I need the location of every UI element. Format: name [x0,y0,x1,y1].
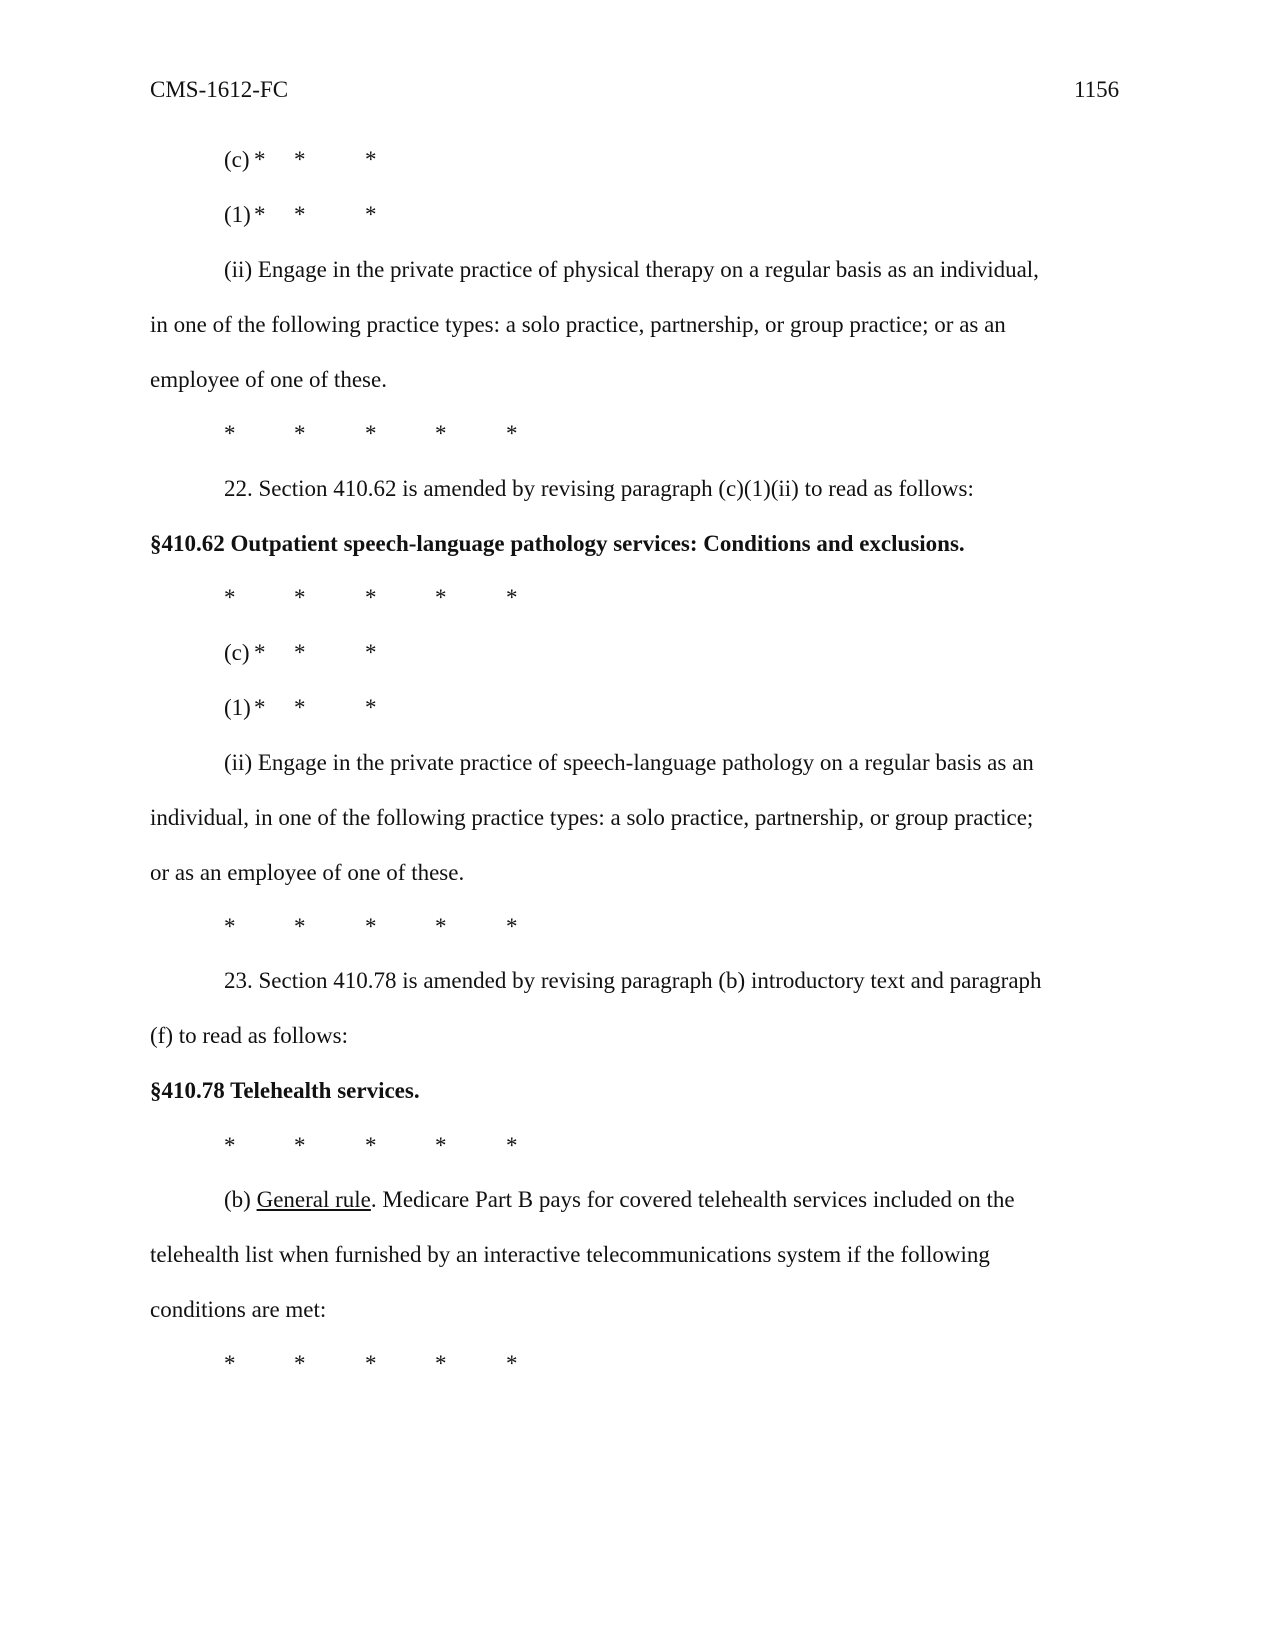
omission-star: * [435,1351,447,1376]
page-number: 1156 [1074,77,1120,102]
omission-star: * [224,421,236,446]
omission-star: * [224,1351,236,1376]
text-line: telehealth list when furnished by an interactive telecommunications system if the following [150,1242,990,1267]
omission-star: * [506,1133,518,1158]
omission-star: * [435,585,447,610]
omission-star: * [365,421,377,446]
paragraph-label: (c) [224,640,250,665]
omission-star: * [365,1351,377,1376]
omission-star: * [365,585,377,610]
amendment-text: 22. Section 410.62 is amended by revising paragraph (c)(1)(ii) to read as follows: [224,476,974,501]
omission-star: * [254,695,266,720]
omission-star: * [224,1133,236,1158]
omission-star: * [294,585,306,610]
omission-star: * [365,914,377,939]
omission-star: * [224,585,236,610]
omission-star: * [506,421,518,446]
paragraph-title: General rule [256,1187,371,1212]
document-id: CMS-1612-FC [150,77,289,102]
omission-star: * [294,1133,306,1158]
omission-star: * [294,914,306,939]
omission-star: * [435,1133,447,1158]
omission-star: * [506,1351,518,1376]
omission-star: * [365,1133,377,1158]
text-line: in one of the following practice types: a solo practice, partnership, or group practice; or as an [150,312,1006,337]
omission-star: * [294,695,306,720]
paragraph-text: . Medicare Part B pays for covered telehealth services included on the [370,1187,1015,1212]
amendment-text: 23. Section 410.78 is amended by revising paragraph (b) introductory text and paragraph [224,968,1042,993]
omission-star: * [506,914,518,939]
omission-star: * [294,1351,306,1376]
omission-star: * [254,640,266,665]
omission-star: * [254,202,266,227]
text-line [224,1188,1015,1211]
omission-star: * [294,147,306,172]
paragraph-label: (1) [224,202,251,227]
omission-star: * [506,585,518,610]
omission-star: * [224,914,236,939]
omission-star: * [435,914,447,939]
omission-star: * [294,421,306,446]
paragraph-label: (c) [224,147,250,172]
text-line: (ii) Engage in the private practice of speech-language pathology on a regular basis as an [224,750,1034,775]
text-line: employee of one of these. [150,367,387,392]
omission-star: * [254,147,266,172]
section-heading: §410.78 Telehealth services. [150,1078,420,1103]
paragraph-label: (b) [224,1187,257,1212]
paragraph-label: (1) [224,695,251,720]
omission-star: * [365,202,377,227]
omission-star: * [294,202,306,227]
text-line: or as an employee of one of these. [150,860,465,885]
section-heading: §410.62 Outpatient speech-language pathology services: Conditions and exclusions. [150,531,965,556]
omission-star: * [365,640,377,665]
text-line: (ii) Engage in the private practice of physical therapy on a regular basis as an individual, [224,257,1039,282]
omission-star: * [435,421,447,446]
omission-star: * [365,695,377,720]
omission-star: * [294,640,306,665]
text-line: conditions are met: [150,1297,327,1322]
text-line: individual, in one of the following practice types: a solo practice, partnership, or group practice; [150,805,1034,830]
amendment-text: (f) to read as follows: [150,1023,348,1048]
omission-star: * [365,147,377,172]
